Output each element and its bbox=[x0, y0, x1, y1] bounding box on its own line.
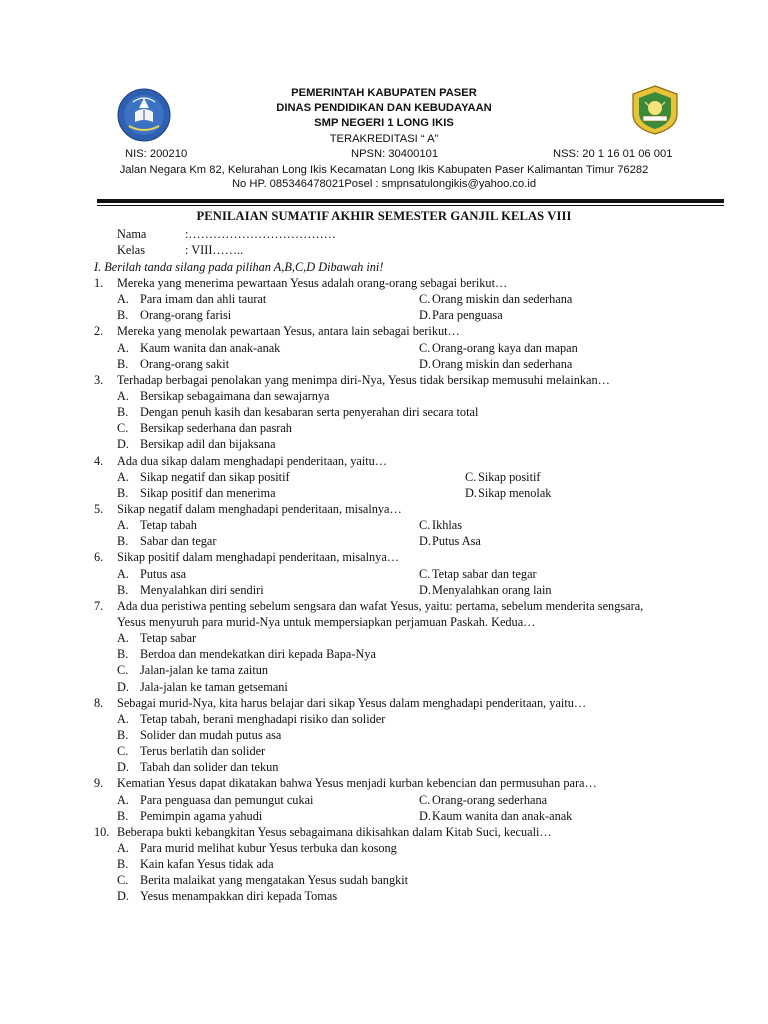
option-text: Para penguasa dan pemungut cukai bbox=[140, 792, 314, 807]
question-stem-row bbox=[0, 614, 768, 630]
question-number: 1. bbox=[94, 276, 104, 290]
header-nis: NIS: 200210 bbox=[125, 148, 188, 160]
question-text: Sebagai murid-Nya, kita harus belajar dari sikap Yesus dalam menghadapi penderitaan, yaitu… bbox=[117, 695, 587, 710]
question-text: Ada dua peristiwa penting sebelum sengsara dan wafat Yesus, yaitu: pertama, sebelum menderita sengsara, bbox=[117, 598, 644, 613]
question-stem-row bbox=[0, 501, 768, 517]
option-text: Sikap positif bbox=[478, 469, 541, 484]
question-number: 9. bbox=[94, 776, 104, 791]
option-letter: A. bbox=[117, 631, 129, 646]
option-text: Sikap positif dan menerima bbox=[140, 485, 276, 500]
option-text: Menyalahkan orang lain bbox=[432, 582, 552, 597]
option-text: Ikhlas bbox=[432, 518, 463, 533]
option-letter: A. bbox=[117, 292, 129, 307]
exam-title: PENILAIAN SUMATIF AKHIR SEMESTER GANJIL KELAS VIII bbox=[196, 209, 572, 223]
option-text: Menyalahkan diri sendiri bbox=[140, 582, 264, 597]
answer-option[interactable] bbox=[0, 388, 768, 404]
answer-option-row[interactable] bbox=[0, 808, 768, 824]
question-text: Beberapa bukti kebangkitan Yesus sebagaimana dikisahkan dalam Kitab Suci, kecuali… bbox=[117, 824, 552, 839]
option-letter: B. bbox=[117, 582, 129, 597]
question-number: 10. bbox=[94, 824, 110, 839]
question-text: Sikap positif dalam menghadapi penderitaan, misalnya… bbox=[117, 550, 400, 565]
header-divider-thin bbox=[97, 205, 724, 206]
class-field: : VIII…….. bbox=[185, 243, 244, 257]
question-number: 8. bbox=[94, 695, 104, 710]
option-text: Para penguasa bbox=[432, 308, 503, 323]
option-letter: A. bbox=[117, 388, 129, 403]
option-text: Kaum wanita dan anak-anak bbox=[432, 808, 573, 823]
answer-option-row[interactable] bbox=[0, 517, 768, 533]
option-letter: C. bbox=[117, 663, 129, 678]
question-stem-row bbox=[0, 323, 768, 339]
question-text: Kematian Yesus dapat dikatakan bahwa Yesus menjadi kurban kebencian dan permusuhan para… bbox=[117, 776, 597, 791]
option-letter: B. bbox=[117, 485, 129, 500]
header-department: DINAS PENDIDIKAN DAN KEBUDAYAAN bbox=[276, 102, 492, 114]
option-letter: B. bbox=[117, 808, 129, 823]
name-label: Nama bbox=[117, 227, 147, 241]
option-text: Berdoa dan mendekatkan diri kepada Bapa-Nya bbox=[140, 647, 376, 662]
option-text: Orang-orang farisi bbox=[140, 308, 232, 323]
option-text: Sikap menolak bbox=[478, 485, 552, 500]
option-text: Bersikap adil dan bijaksana bbox=[140, 437, 276, 452]
option-text: Orang miskin dan sederhana bbox=[432, 356, 573, 371]
option-letter: D. bbox=[419, 356, 431, 371]
option-letter: C. bbox=[419, 566, 431, 581]
header-accreditation: TERAKREDITASI “ A” bbox=[329, 133, 439, 145]
option-text: Jala-jalan ke taman getsemani bbox=[140, 679, 288, 694]
option-letter: D. bbox=[117, 760, 129, 775]
answer-option[interactable] bbox=[0, 840, 768, 856]
option-letter: C. bbox=[419, 340, 431, 355]
option-letter: A. bbox=[117, 340, 129, 355]
option-text: Pemimpin agama yahudi bbox=[140, 808, 263, 823]
option-letter: C. bbox=[117, 873, 129, 888]
instruction-text: I. Berilah tanda silang pada pilihan A,B,C,D Dibawah ini! bbox=[94, 260, 384, 274]
answer-option-row[interactable] bbox=[0, 582, 768, 598]
answer-option-row[interactable] bbox=[0, 469, 768, 485]
option-letter: A. bbox=[117, 566, 129, 581]
answer-option[interactable] bbox=[0, 679, 768, 695]
question-stem-row bbox=[0, 824, 768, 840]
option-letter: D. bbox=[117, 437, 129, 452]
class-label: Kelas bbox=[117, 243, 145, 257]
option-letter: B. bbox=[117, 727, 129, 742]
option-text: Dengan penuh kasih dan kesabaran serta penyerahan diri secara total bbox=[140, 405, 479, 420]
option-letter: D. bbox=[465, 485, 477, 500]
option-text: Tetap tabah, berani menghadapi risiko dan solider bbox=[140, 711, 386, 726]
question-text: Ada dua sikap dalam menghadapi penderitaan, yaitu… bbox=[117, 453, 388, 468]
option-text: Solider dan mudah putus asa bbox=[140, 727, 282, 742]
header-address: Jalan Negara Km 82, Kelurahan Long Ikis Kecamatan Long Ikis Kabupaten Paser Kalimantan Timur 76282 bbox=[119, 164, 649, 176]
answer-option[interactable] bbox=[0, 727, 768, 743]
header-government: PEMERINTAH KABUPATEN PASER bbox=[291, 87, 477, 99]
answer-option-row[interactable] bbox=[0, 291, 768, 307]
question-text: Sikap negatif dalam menghadapi penderitaan, misalnya… bbox=[117, 501, 402, 516]
option-text: Orang-orang sederhana bbox=[432, 792, 548, 807]
answer-option[interactable] bbox=[0, 743, 768, 759]
option-letter: B. bbox=[117, 647, 129, 662]
question-number: 6. bbox=[94, 550, 104, 565]
question-number: 4. bbox=[94, 453, 104, 468]
header-divider-thick bbox=[97, 199, 724, 203]
option-text: Para imam dan ahli taurat bbox=[140, 292, 267, 307]
answer-option-row[interactable] bbox=[0, 485, 768, 501]
answer-option[interactable] bbox=[0, 420, 768, 436]
option-letter: D. bbox=[117, 679, 129, 694]
option-text: Yesus menampakkan diri kepada Tomas bbox=[140, 889, 338, 904]
answer-option[interactable] bbox=[0, 759, 768, 775]
answer-option-row[interactable] bbox=[0, 356, 768, 372]
option-text: Orang-orang kaya dan mapan bbox=[432, 340, 578, 355]
question-text: Terhadap berbagai penolakan yang menimpa diri-Nya, Yesus tidak bersikap memusuhi melainkan… bbox=[117, 372, 610, 387]
option-text: Tabah dan solider dan tekun bbox=[140, 760, 279, 775]
option-letter: C. bbox=[117, 744, 129, 759]
option-letter: B. bbox=[117, 405, 129, 420]
name-field: :……………………………… bbox=[185, 227, 336, 241]
answer-option-row[interactable] bbox=[0, 792, 768, 808]
option-letter: C. bbox=[465, 469, 477, 484]
option-text: Tetap sabar dan tegar bbox=[432, 566, 537, 581]
option-letter: C. bbox=[419, 292, 431, 307]
option-text: Putus Asa bbox=[432, 534, 481, 549]
option-letter: A. bbox=[117, 792, 129, 807]
option-text: Tetap sabar bbox=[140, 631, 197, 646]
option-text: Tetap tabah bbox=[140, 518, 197, 533]
question-stem-row bbox=[0, 549, 768, 565]
question-stem-row bbox=[0, 372, 768, 388]
option-text: Terus berlatih dan solider bbox=[140, 744, 266, 759]
option-letter: C. bbox=[419, 518, 431, 533]
option-letter: A. bbox=[117, 518, 129, 533]
option-letter: C. bbox=[419, 792, 431, 807]
option-text: Sabar dan tegar bbox=[140, 534, 217, 549]
answer-option[interactable] bbox=[0, 856, 768, 872]
answer-option[interactable] bbox=[0, 662, 768, 678]
option-text: Bersikap sederhana dan pasrah bbox=[140, 421, 292, 436]
option-text: Kain kafan Yesus tidak ada bbox=[140, 857, 274, 872]
header-nss: NSS: 20 1 16 01 06 001 bbox=[553, 148, 673, 160]
answer-option[interactable] bbox=[0, 436, 768, 452]
option-letter: A. bbox=[117, 469, 129, 484]
option-letter: B. bbox=[117, 534, 129, 549]
option-text: Putus asa bbox=[140, 566, 187, 581]
option-text: Orang-orang sakit bbox=[140, 356, 230, 371]
option-letter: B. bbox=[117, 308, 129, 323]
answer-option-row[interactable] bbox=[0, 307, 768, 323]
question-number: 3. bbox=[94, 372, 104, 387]
question-stem-row bbox=[0, 275, 768, 291]
question-stem-row bbox=[0, 453, 768, 469]
header-school-name: SMP NEGERI 1 LONG IKIS bbox=[314, 117, 454, 129]
option-letter: A. bbox=[117, 840, 129, 855]
option-text: Kaum wanita dan anak-anak bbox=[140, 340, 281, 355]
question-number: 2. bbox=[94, 324, 104, 339]
answer-option-row[interactable] bbox=[0, 340, 768, 356]
question-stem-row bbox=[0, 598, 768, 614]
option-text: Orang miskin dan sederhana bbox=[432, 292, 573, 307]
question-list bbox=[0, 275, 768, 904]
option-letter: D. bbox=[419, 308, 431, 323]
option-letter: B. bbox=[117, 857, 129, 872]
option-text: Sikap negatif dan sikap positif bbox=[140, 469, 290, 484]
option-letter: D. bbox=[117, 889, 129, 904]
option-letter: D. bbox=[419, 808, 431, 823]
question-text: Yesus menyuruh para murid-Nya untuk mempersiapkan perjamuan Paskah. Kedua… bbox=[117, 614, 536, 629]
question-number: 5. bbox=[94, 501, 104, 516]
option-letter: B. bbox=[117, 356, 129, 371]
option-letter: C. bbox=[117, 421, 129, 436]
answer-option-row[interactable] bbox=[0, 533, 768, 549]
question-stem-row bbox=[0, 695, 768, 711]
option-text: Bersikap sebagaimana dan sewajarnya bbox=[140, 388, 330, 403]
answer-option[interactable] bbox=[0, 630, 768, 646]
answer-option-row[interactable] bbox=[0, 566, 768, 582]
option-letter: D. bbox=[419, 534, 431, 549]
question-text: Mereka yang menerima pewartaan Yesus adalah orang-orang sebagai berikut… bbox=[117, 276, 508, 290]
answer-option[interactable] bbox=[0, 646, 768, 662]
option-letter: D. bbox=[419, 582, 431, 597]
question-stem-row bbox=[0, 775, 768, 791]
option-letter: A. bbox=[117, 711, 129, 726]
header-contact: No HP. 085346478021Posel : smpnsatulongikis@yahoo.co.id bbox=[231, 178, 537, 190]
option-text: Para murid melihat kubur Yesus terbuka dan kosong bbox=[140, 840, 397, 855]
question-number: 7. bbox=[94, 598, 104, 613]
answer-option[interactable] bbox=[0, 872, 768, 888]
answer-option[interactable] bbox=[0, 888, 768, 904]
answer-option[interactable] bbox=[0, 404, 768, 420]
option-text: Jalan-jalan ke tama zaitun bbox=[140, 663, 269, 678]
question-text: Mereka yang menolak pewartaan Yesus, antara lain sebagai berikut… bbox=[117, 324, 460, 339]
option-text: Berita malaikat yang mengatakan Yesus sudah bangkit bbox=[140, 873, 409, 888]
header-npsn: NPSN: 30400101 bbox=[351, 148, 439, 160]
answer-option[interactable] bbox=[0, 711, 768, 727]
